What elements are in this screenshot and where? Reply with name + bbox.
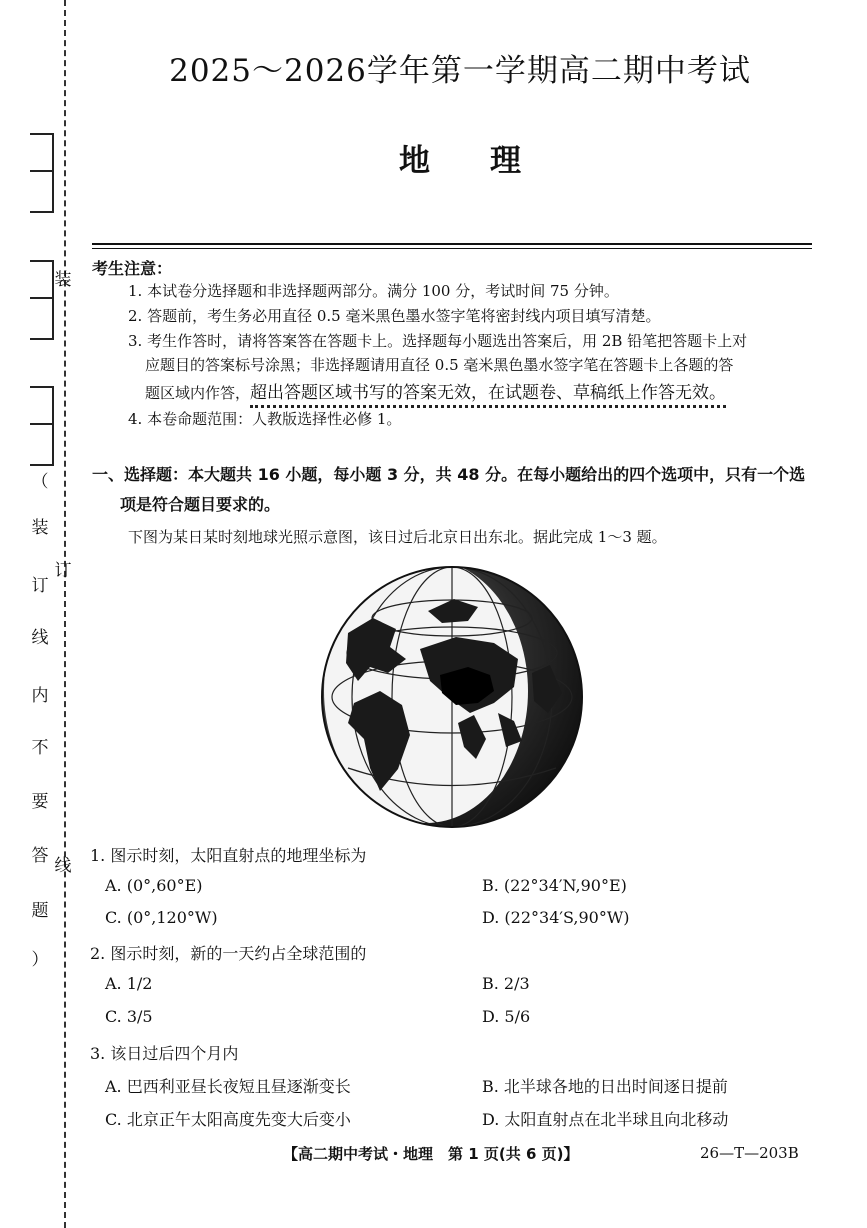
binding-warning-char: ） bbox=[31, 950, 49, 970]
binding-bracket bbox=[30, 260, 54, 340]
binding-warning-char: （ bbox=[31, 472, 49, 492]
subject-title: 地理 bbox=[399, 143, 581, 179]
earth-illumination-figure bbox=[318, 563, 586, 831]
question-3-option-a: A. 巴西利亚昼长夜短且昼逐渐变长 bbox=[105, 1077, 351, 1096]
binding-bracket bbox=[30, 133, 54, 213]
binding-warning-char: 不 bbox=[31, 738, 49, 758]
binding-warning-char: 内 bbox=[31, 686, 49, 706]
page-footer: 【高二期中考试・地理 第 1 页(共 6 页)】 bbox=[283, 1145, 579, 1163]
binding-label-ding: 订 bbox=[54, 561, 72, 581]
question-2-option-a: A. 1/2 bbox=[105, 974, 153, 993]
question-2-option-c: C. 3/5 bbox=[105, 1007, 153, 1026]
notice-item-text: 题区域内作答， bbox=[145, 384, 251, 402]
binding-warning-char: 题 bbox=[31, 901, 49, 921]
notice-emphasis: 超出答题区域书写的答案无效，在试题卷、草稿纸上作答无效。 bbox=[250, 383, 726, 408]
question-1-option-a: A. (0°,60°E) bbox=[105, 876, 203, 895]
question-1-option-b: B. (22°34′N,90°E) bbox=[482, 876, 627, 895]
notice-item bbox=[145, 378, 726, 403]
notice-item: 3. 考生作答时，请将答案答在答题卡上。选择题每小题选出答案后，用 2B 铅笔把答题卡上对 bbox=[128, 332, 748, 350]
section-heading-cont: 项是符合题目要求的。 bbox=[120, 495, 281, 514]
section-heading: 一、选择题：本大题共 16 小题，每小题 3 分，共 48 分。在每小题给出的四个选项中，只有一个选 bbox=[92, 465, 806, 484]
binding-label-zhuang: 装 bbox=[54, 270, 72, 290]
notice-item: 应题目的答案标号涂黑；非选择题请用直径 0.5 毫米黑色墨水签字笔在答题卡上各题的答 bbox=[145, 356, 734, 374]
notice-item: 2. 答题前，考生务必用直径 0.5 毫米黑色墨水签字笔将密封线内项目填写清楚。 bbox=[128, 307, 661, 325]
binding-warning-char: 线 bbox=[31, 628, 49, 648]
question-2-stem: 2. 图示时刻，新的一天约占全球范围的 bbox=[90, 944, 367, 963]
question-1-option-d: D. (22°34′S,90°W) bbox=[482, 908, 630, 927]
header-rule bbox=[92, 248, 812, 249]
binding-warning-char: 订 bbox=[31, 576, 49, 596]
binding-bracket bbox=[30, 386, 54, 466]
question-2-option-b: B. 2/3 bbox=[482, 974, 530, 993]
binding-dashed-line bbox=[64, 0, 66, 1228]
binding-bracket-divider bbox=[30, 297, 52, 299]
question-3-option-b: B. 北半球各地的日出时间逐日提前 bbox=[482, 1077, 728, 1096]
question-3-option-c: C. 北京正午太阳高度先变大后变小 bbox=[105, 1110, 351, 1129]
paper-code: 26—T—203B bbox=[700, 1144, 799, 1162]
question-intro: 下图为某日某时刻地球光照示意图，该日过后北京日出东北。据此完成 1～3 题。 bbox=[128, 528, 667, 546]
notice-item: 1. 本试卷分选择题和非选择题两部分。满分 100 分，考试时间 75 分钟。 bbox=[128, 282, 619, 300]
binding-bracket-divider bbox=[30, 423, 52, 425]
question-3-stem: 3. 该日过后四个月内 bbox=[90, 1044, 239, 1063]
binding-label-xian: 线 bbox=[54, 856, 72, 876]
binding-bracket-divider bbox=[30, 170, 52, 172]
notice-heading: 考生注意： bbox=[92, 259, 173, 278]
binding-warning-char: 要 bbox=[31, 792, 49, 812]
notice-item: 4. 本卷命题范围：人教版选择性必修 1。 bbox=[128, 410, 402, 428]
question-2-option-d: D. 5/6 bbox=[482, 1007, 531, 1026]
exam-title: 2025～2026学年第一学期高二期中考试 bbox=[169, 53, 751, 89]
question-1-option-c: C. (0°,120°W) bbox=[105, 908, 218, 927]
binding-warning-char: 装 bbox=[31, 518, 49, 538]
question-3-option-d: D. 太阳直射点在北半球且向北移动 bbox=[482, 1110, 729, 1129]
question-1-stem: 1. 图示时刻，太阳直射点的地理坐标为 bbox=[90, 846, 367, 865]
header-rule bbox=[92, 243, 812, 245]
binding-warning-char: 答 bbox=[31, 846, 49, 866]
